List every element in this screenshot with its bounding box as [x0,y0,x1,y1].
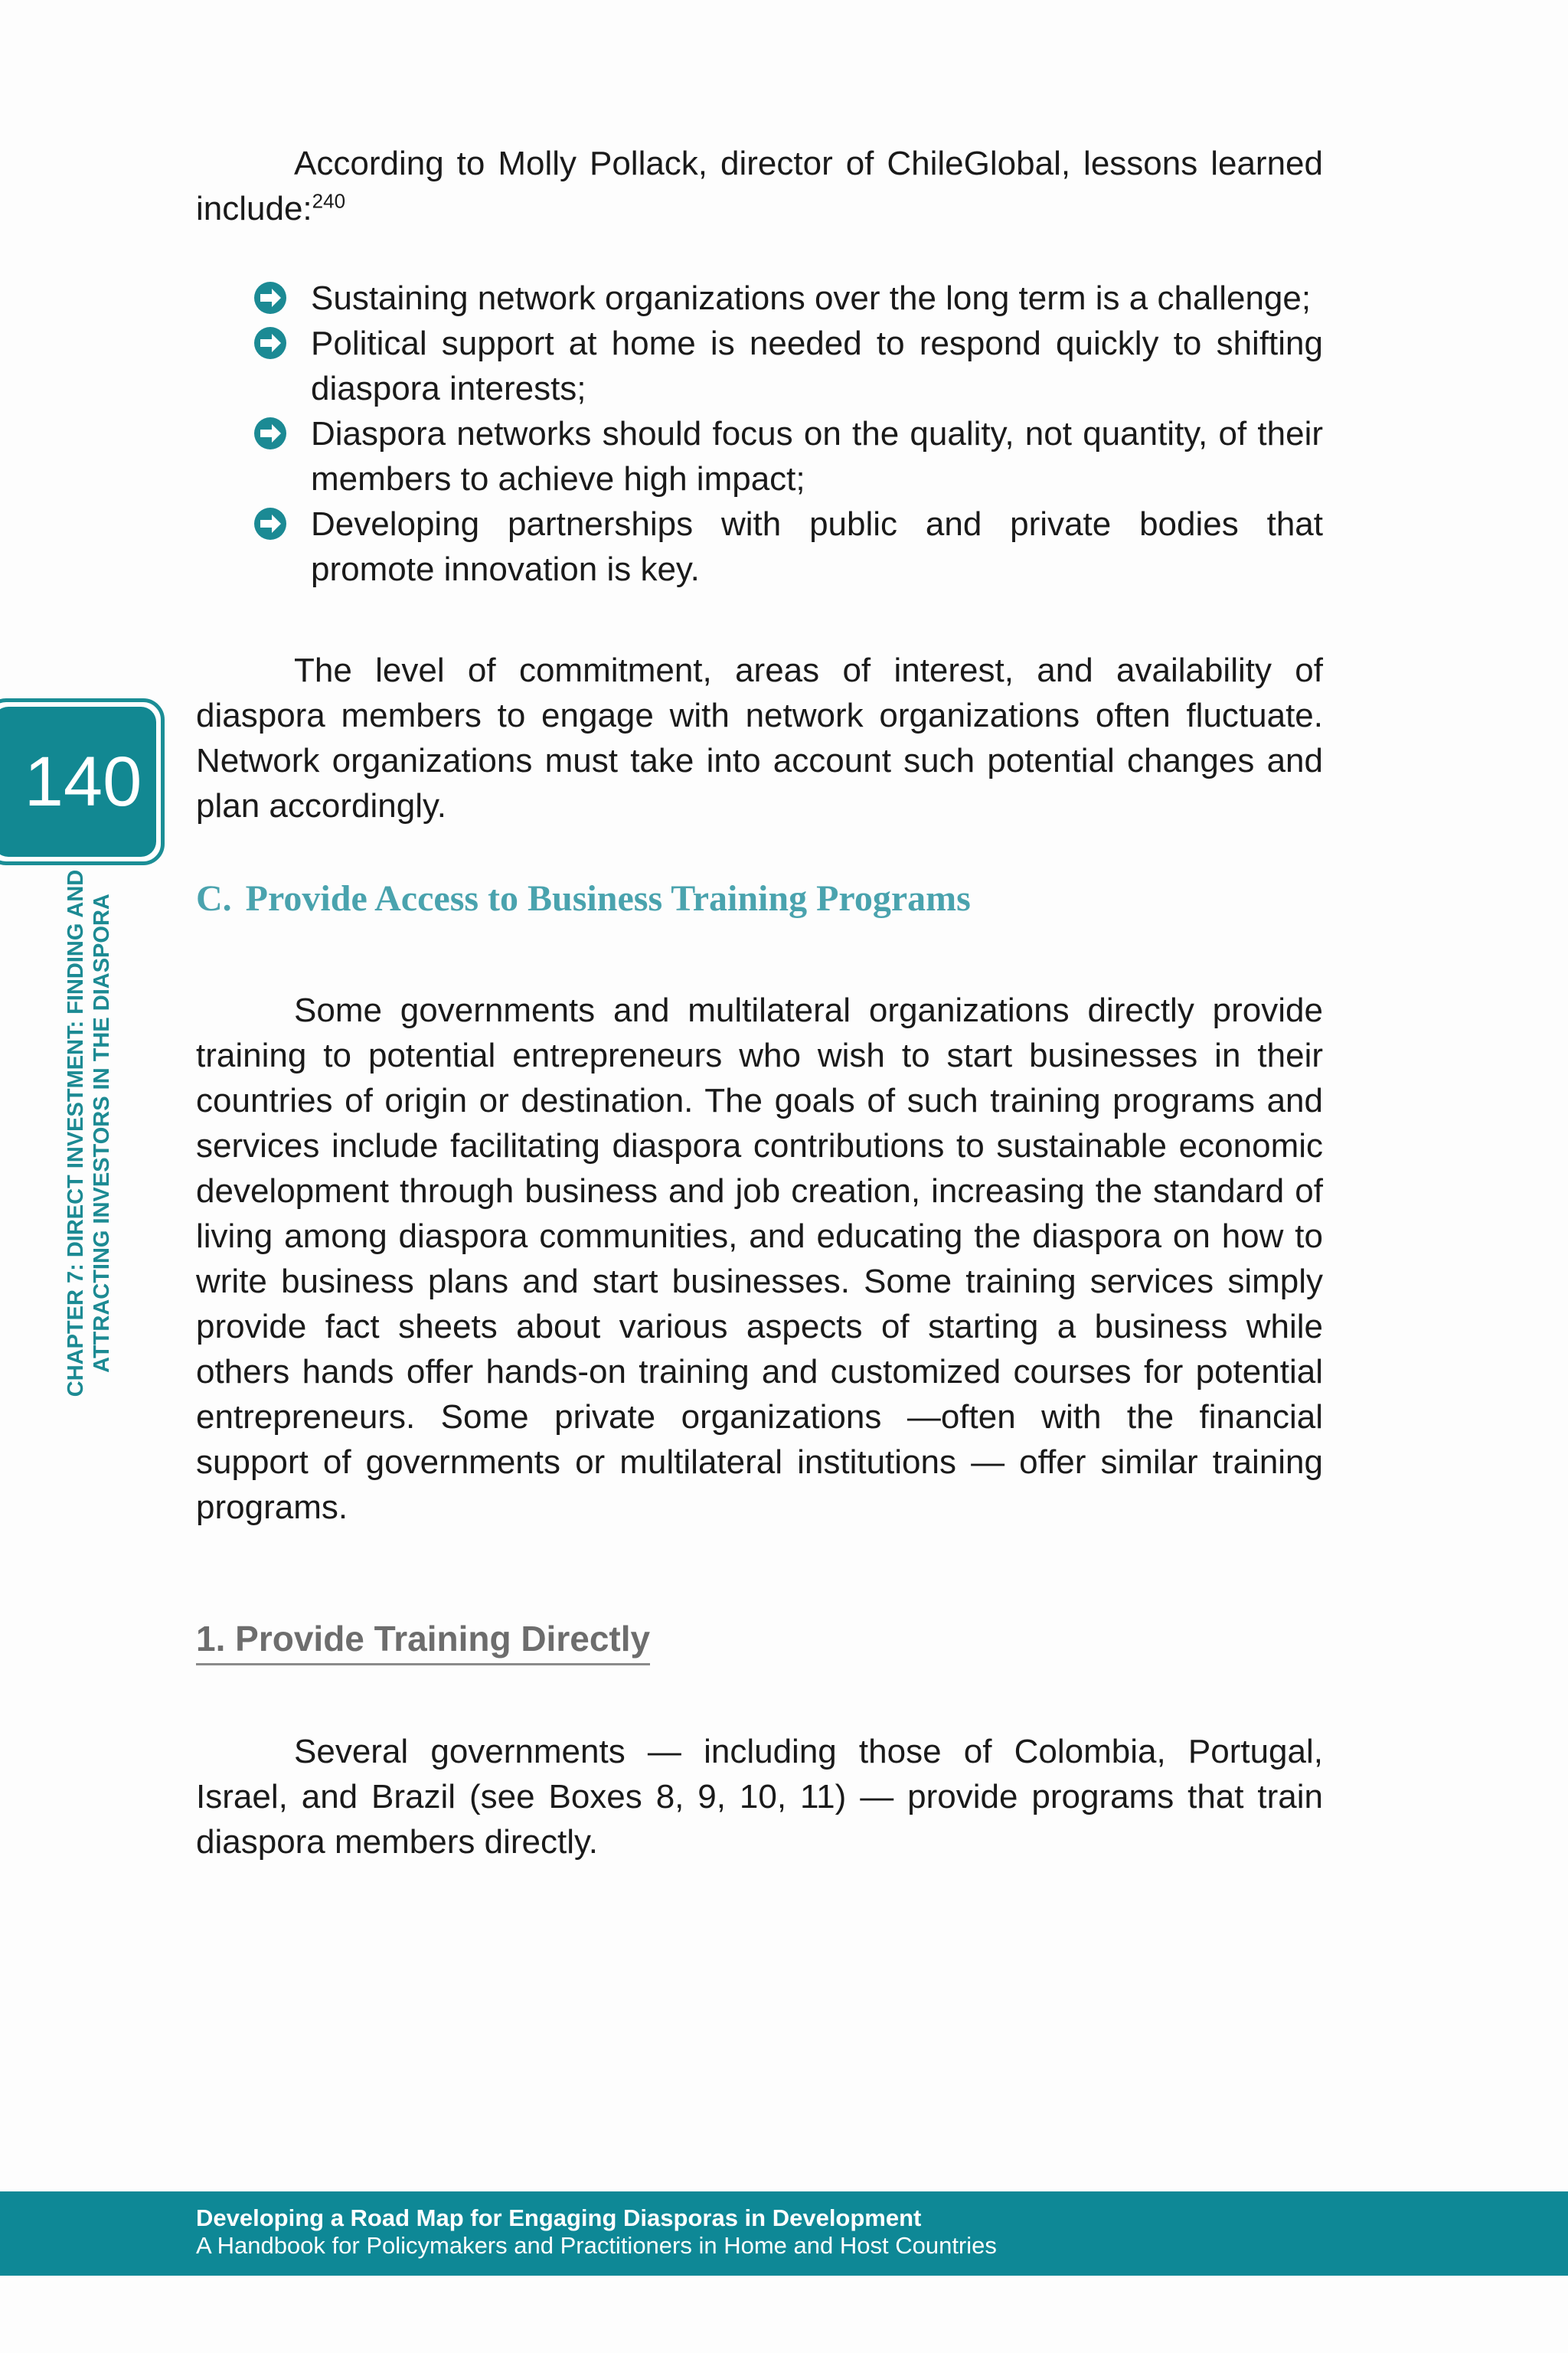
section-c-title: Provide Access to Business Training Programs [245,878,971,919]
section-c-heading [196,876,971,922]
training-paragraph: Some governments and multilateral organizations directly provide training to potential entrepreneurs who wish to start businesses in their countries of origin or destination. The goals of such training programs and services include facilitating diaspora contributions to sustainable economic development through business and job creation, increasing the standard of living among diaspora communities, and educating the diaspora on how to write business plans and start businesses. Some training services simply provide fact sheets about various aspects of starting a business while others hands offer hands-on training and customized courses for potential entrepreneurs. Some private organizations —often with the financial support of governments or multilateral institutions — offer similar training programs. [196,992,1323,1526]
chapter-side-label-line1: CHAPTER 7: DIRECT INVESTMENT: FINDING AND [64,869,88,1397]
chapter-side-label-line2: ATTRACTING INVESTORS IN THE DIASPORA [90,894,114,1373]
footnote-marker: 240 [312,189,346,213]
bullet-text: Sustaining network organizations over the long term is a challenge; [311,279,1312,317]
commitment-paragraph: The level of commitment, areas of interest, and availability of diaspora members to engage with network organizations often fluctuate. Network organizations must take into account such potential changes and plan accordingly. [196,652,1323,825]
arrow-right-circle-icon [253,506,288,541]
intro-paragraph [196,141,1323,231]
bullet-text: Diaspora networks should focus on the quality, not quantity, of their members to achieve high impact; [311,415,1323,498]
footer-title: Developing a Road Map for Engaging Diasporas in Development [196,2204,922,2231]
chapter-side-label [63,827,115,1440]
governments-paragraph: Several governments — including those of Colombia, Portugal, Israel, and Brazil (see Boxes 8, 9, 10, 11) — provide programs that train diaspora members directly. [196,1733,1323,1861]
arrow-right-circle-icon [253,416,288,451]
section-c-letter: C. [196,878,232,919]
footer-subtitle: A Handbook for Policymakers and Practitioners in Home and Host Countries [196,2232,997,2259]
list-item [196,411,1323,502]
page-number: 140 [24,743,142,821]
footer-band [0,2191,1568,2276]
intro-text: According to Molly Pollack, director of ChileGlobal, lessons learned include: [196,145,1323,227]
subsection-1-heading: 1. Provide Training Directly [196,1616,650,1665]
bullet-text: Developing partnerships with public and private bodies that promote innovation is key. [311,505,1323,588]
list-item [196,276,1323,321]
arrow-right-circle-icon [253,325,288,361]
lessons-bullet-list [196,276,1323,592]
arrow-right-circle-icon [253,280,288,315]
bullet-text: Political support at home is needed to respond quickly to shifting diaspora interests; [311,325,1323,407]
list-item [196,321,1323,411]
list-item [196,502,1323,592]
